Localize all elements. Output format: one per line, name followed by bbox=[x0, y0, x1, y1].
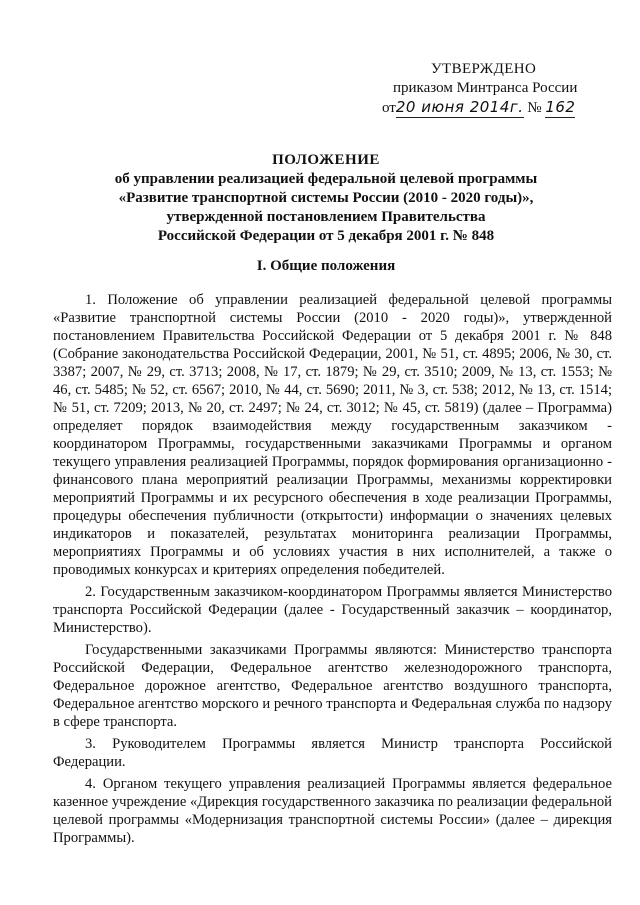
approval-date-line bbox=[382, 98, 612, 118]
paragraph: Государственными заказчиками Программы являются: Министерство транспорта Российской Федерации, Федеральное агентство железнодорожного транспорта, Федеральное дорожное агентство, Федеральное агентство воздушного транспорта, Федеральное агентство морского и речного транспорта и Федеральная служба по надзору в сфере транспорта. bbox=[53, 642, 612, 730]
paragraph: 2. Государственным заказчиком-координатором Программы является Министерство транспорта Российской Федерации (далее - Государственный заказчик – координатор, Министерство). bbox=[53, 584, 612, 636]
handwritten-number: 162 bbox=[545, 98, 576, 116]
paragraph: 4. Органом текущего управления реализацией Программы является федеральное казенное учреждение «Дирекция государственного заказчика по реализации федеральной целевой программы «Модернизация транспортной системы России» (далее – дирекция Программы). bbox=[53, 776, 612, 846]
document-title: ПОЛОЖЕНИЕ bbox=[272, 152, 380, 168]
paragraph: 1. Положение об управлении реализацией федеральной целевой программы «Развитие транспортной системы России (2010 - 2020 годы)», утвержденной постановлением Правительства Российской Федерации от 5 декабря 2001 г. № 848 (Собрание законодательства Российской Федерации, 2001, № 51, ст. 4895; 2006, № 30, ст. 3387; 2007, № 29, ст. 3713; 2008, № 17, ст. 1879; № 29, ст. 3510; 2009, № 13, ст. 1553; № 46, ст. 5485; № 52, ст. 6567; 2010, № 44, ст. 5690; 2011, № 3, ст. 538; 2012, № 13, ст. 1514; № 51, ст. 7209; 2013, № 20, ст. 2497; № 24, ст. 3012; № 45, ст. 5819) (далее – Программа) определяет порядок взаимодействия между государственным заказчиком - координатором Программы, государственными заказчиками Программы и органом текущего управления реализацией Программы, порядок формирования организационно - финансового плана мероприятий реализации Программы, механизмы корректировки мероприятий Программы и их ресурсного обеспечения в ходе реализации Программы, процедуры обеспечения публичности (открытости) информации о значениях целевых индикаторов и показателей, результатах мониторинга реализации Программы, мероприятиях Программы и об условиях участия в них исполнителей, а также о проводимых конкурсах и критериях определения победителей. bbox=[53, 292, 612, 578]
heading-line: об управлении реализацией федеральной целевой программы bbox=[114, 171, 538, 187]
handwritten-date: 20 июня 2014г. bbox=[395, 98, 524, 116]
approval-subtitle: приказом Минтранса России bbox=[393, 80, 578, 96]
heading-line: Российской Федерации от 5 декабря 2001 г. № 848 bbox=[157, 228, 495, 244]
document-heading bbox=[40, 151, 612, 246]
approval-stamp bbox=[382, 60, 612, 118]
number-prefix: № bbox=[527, 100, 542, 116]
document-body bbox=[53, 291, 612, 851]
section-title: I. Общие положения bbox=[256, 258, 396, 274]
date-prefix: от bbox=[382, 100, 396, 116]
paragraph: 3. Руководителем Программы является Министр транспорта Российской Федерации. bbox=[53, 736, 612, 770]
heading-line: «Развитие транспортной системы России (2010 - 2020 годы)», bbox=[118, 190, 534, 206]
approval-title: УТВЕРЖДЕНО bbox=[431, 61, 537, 77]
heading-line: утвержденной постановлением Правительства bbox=[166, 209, 486, 225]
